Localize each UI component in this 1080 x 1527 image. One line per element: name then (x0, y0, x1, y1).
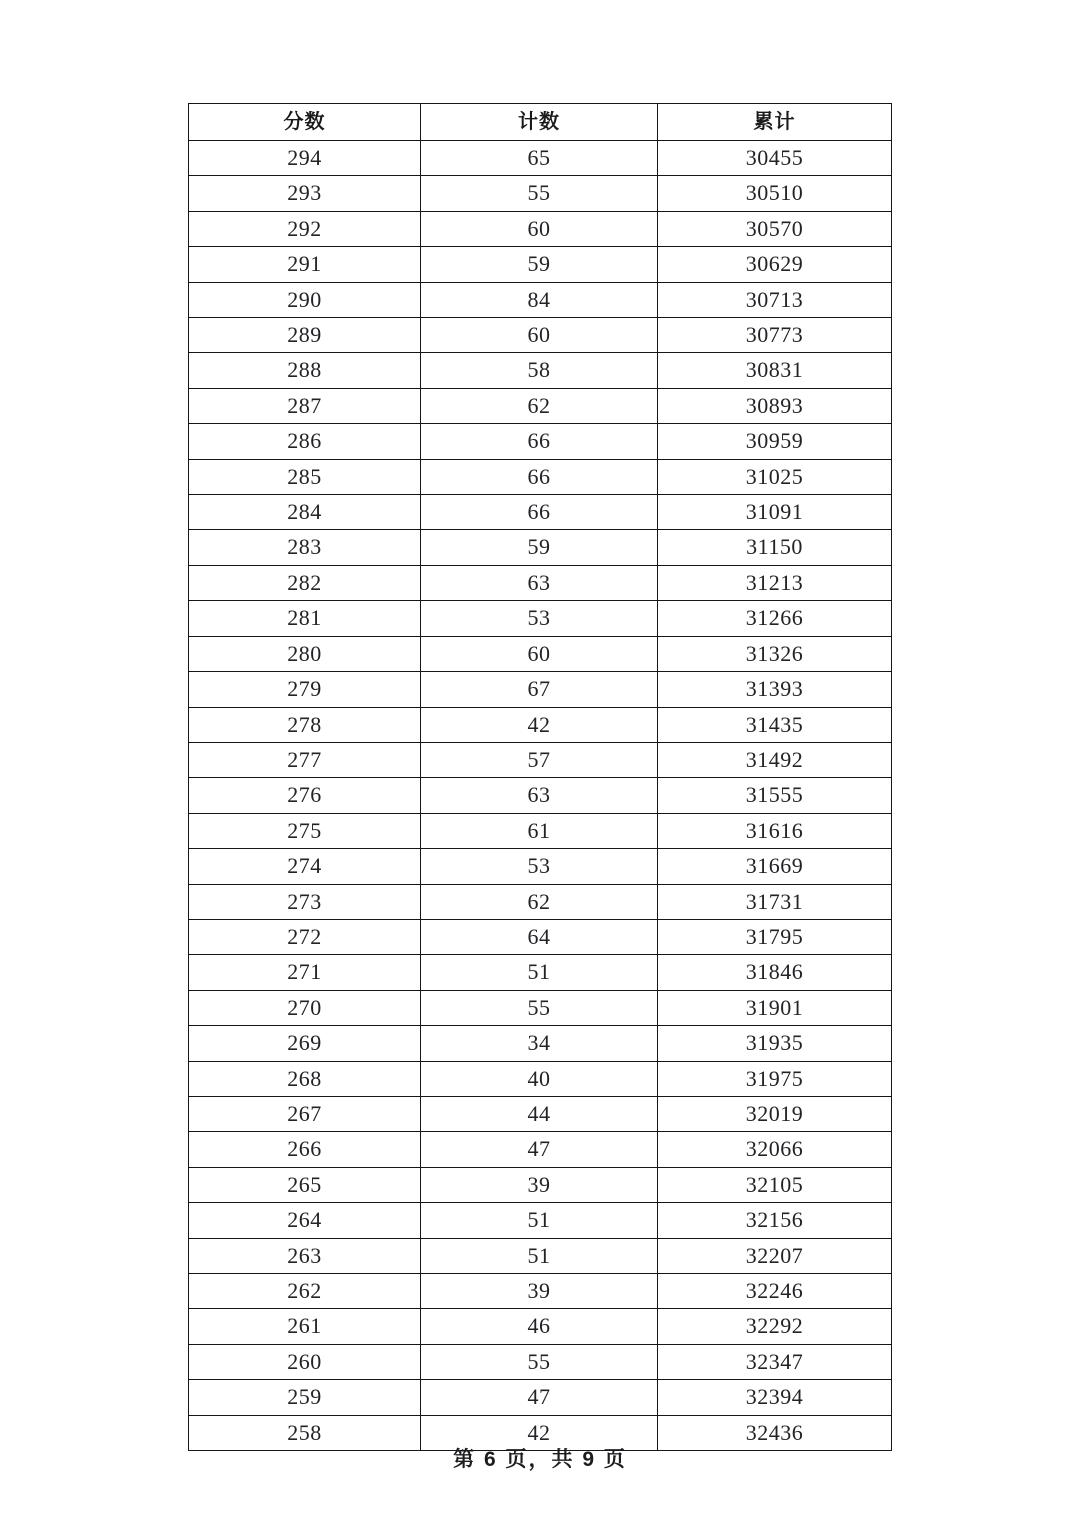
cell-score: 279 (189, 672, 421, 707)
cell-cumulative: 32394 (658, 1380, 892, 1415)
table-row (189, 636, 892, 671)
cell-count: 60 (421, 318, 658, 353)
table-row (189, 1238, 892, 1273)
cell-count: 51 (421, 1203, 658, 1238)
cell-count: 58 (421, 353, 658, 388)
table-row (189, 424, 892, 459)
cell-cumulative: 32246 (658, 1274, 892, 1309)
cell-score: 291 (189, 247, 421, 282)
cell-count: 65 (421, 141, 658, 176)
cell-score: 277 (189, 742, 421, 777)
cell-score: 290 (189, 282, 421, 317)
cell-score: 289 (189, 318, 421, 353)
page-footer: 第 6 页，共 9 页 (453, 1448, 627, 1471)
cell-count: 64 (421, 919, 658, 954)
cell-count: 67 (421, 672, 658, 707)
table-row (189, 1132, 892, 1167)
table-row (189, 1096, 892, 1131)
cell-count: 47 (421, 1132, 658, 1167)
table-row (189, 1203, 892, 1238)
cell-count: 51 (421, 1238, 658, 1273)
cell-score: 263 (189, 1238, 421, 1273)
column-header-score: 分数 (189, 104, 421, 141)
cell-score: 273 (189, 884, 421, 919)
cell-score: 271 (189, 955, 421, 990)
cell-cumulative: 31935 (658, 1026, 892, 1061)
cell-cumulative: 31393 (658, 672, 892, 707)
table-body (189, 141, 892, 1451)
table-row (189, 1167, 892, 1202)
cell-cumulative: 31669 (658, 849, 892, 884)
table-header (189, 104, 892, 141)
cell-cumulative: 31266 (658, 601, 892, 636)
cell-count: 60 (421, 211, 658, 246)
cell-cumulative: 30959 (658, 424, 892, 459)
cell-cumulative: 31025 (658, 459, 892, 494)
table-row (189, 459, 892, 494)
cell-score: 294 (189, 141, 421, 176)
cell-cumulative: 31616 (658, 813, 892, 848)
cell-score: 270 (189, 990, 421, 1025)
cell-count: 44 (421, 1096, 658, 1131)
cell-score: 272 (189, 919, 421, 954)
cell-cumulative: 31975 (658, 1061, 892, 1096)
cell-cumulative: 32436 (658, 1415, 892, 1450)
cell-score: 278 (189, 707, 421, 742)
cell-cumulative: 31213 (658, 565, 892, 600)
cell-count: 51 (421, 955, 658, 990)
cell-score: 264 (189, 1203, 421, 1238)
cell-score: 267 (189, 1096, 421, 1131)
cell-cumulative: 31150 (658, 530, 892, 565)
cell-count: 63 (421, 565, 658, 600)
table-row (189, 884, 892, 919)
cell-cumulative: 32347 (658, 1344, 892, 1379)
cell-score: 260 (189, 1344, 421, 1379)
cell-count: 39 (421, 1274, 658, 1309)
cell-count: 61 (421, 813, 658, 848)
cell-count: 42 (421, 1415, 658, 1450)
cell-cumulative: 30831 (658, 353, 892, 388)
table-row (189, 141, 892, 176)
cell-count: 62 (421, 884, 658, 919)
cell-count: 63 (421, 778, 658, 813)
cell-cumulative: 31846 (658, 955, 892, 990)
cell-cumulative: 30570 (658, 211, 892, 246)
cell-score: 258 (189, 1415, 421, 1450)
cell-score: 283 (189, 530, 421, 565)
score-distribution-table (188, 103, 892, 1451)
score-distribution-table-container (188, 103, 891, 1451)
cell-score: 288 (189, 353, 421, 388)
table-row (189, 1309, 892, 1344)
table-row (189, 211, 892, 246)
table-row (189, 601, 892, 636)
table-row (189, 1344, 892, 1379)
cell-score: 285 (189, 459, 421, 494)
cell-score: 275 (189, 813, 421, 848)
cell-count: 55 (421, 990, 658, 1025)
table-row (189, 495, 892, 530)
table-row (189, 282, 892, 317)
column-header-cumulative: 累计 (658, 104, 892, 141)
cell-cumulative: 30629 (658, 247, 892, 282)
cell-count: 55 (421, 1344, 658, 1379)
cell-score: 266 (189, 1132, 421, 1167)
cell-cumulative: 31091 (658, 495, 892, 530)
cell-cumulative: 30510 (658, 176, 892, 211)
table-row (189, 565, 892, 600)
cell-score: 259 (189, 1380, 421, 1415)
table-row (189, 849, 892, 884)
table-row (189, 1061, 892, 1096)
cell-cumulative: 31326 (658, 636, 892, 671)
cell-cumulative: 30773 (658, 318, 892, 353)
table-row (189, 1026, 892, 1061)
cell-score: 293 (189, 176, 421, 211)
cell-count: 34 (421, 1026, 658, 1061)
cell-count: 59 (421, 530, 658, 565)
cell-count: 42 (421, 707, 658, 742)
cell-cumulative: 32156 (658, 1203, 892, 1238)
table-row (189, 176, 892, 211)
cell-count: 62 (421, 388, 658, 423)
table-row (189, 742, 892, 777)
table-row (189, 955, 892, 990)
table-row (189, 672, 892, 707)
cell-count: 66 (421, 459, 658, 494)
cell-cumulative: 30713 (658, 282, 892, 317)
cell-count: 53 (421, 849, 658, 884)
cell-score: 286 (189, 424, 421, 459)
cell-score: 292 (189, 211, 421, 246)
cell-score: 280 (189, 636, 421, 671)
column-header-count: 计数 (421, 104, 658, 141)
table-row (189, 247, 892, 282)
cell-cumulative: 31555 (658, 778, 892, 813)
cell-count: 40 (421, 1061, 658, 1096)
cell-cumulative: 32292 (658, 1309, 892, 1344)
cell-count: 57 (421, 742, 658, 777)
table-row (189, 353, 892, 388)
cell-cumulative: 30893 (658, 388, 892, 423)
cell-count: 53 (421, 601, 658, 636)
cell-cumulative: 31795 (658, 919, 892, 954)
cell-count: 39 (421, 1167, 658, 1202)
cell-cumulative: 32066 (658, 1132, 892, 1167)
cell-score: 287 (189, 388, 421, 423)
cell-score: 284 (189, 495, 421, 530)
cell-score: 274 (189, 849, 421, 884)
cell-count: 46 (421, 1309, 658, 1344)
table-row (189, 318, 892, 353)
table-row (189, 1274, 892, 1309)
table-row (189, 813, 892, 848)
table-row (189, 388, 892, 423)
cell-score: 282 (189, 565, 421, 600)
cell-cumulative: 31492 (658, 742, 892, 777)
cell-cumulative: 32207 (658, 1238, 892, 1273)
cell-cumulative: 32019 (658, 1096, 892, 1131)
table-row (189, 990, 892, 1025)
cell-score: 281 (189, 601, 421, 636)
cell-cumulative: 31731 (658, 884, 892, 919)
cell-count: 55 (421, 176, 658, 211)
table-row (189, 530, 892, 565)
cell-score: 276 (189, 778, 421, 813)
cell-count: 66 (421, 495, 658, 530)
cell-cumulative: 32105 (658, 1167, 892, 1202)
cell-cumulative: 31901 (658, 990, 892, 1025)
cell-count: 59 (421, 247, 658, 282)
table-header-row (189, 104, 892, 141)
cell-score: 269 (189, 1026, 421, 1061)
cell-score: 265 (189, 1167, 421, 1202)
table-row (189, 778, 892, 813)
cell-count: 60 (421, 636, 658, 671)
cell-cumulative: 30455 (658, 141, 892, 176)
cell-score: 262 (189, 1274, 421, 1309)
table-row (189, 707, 892, 742)
cell-score: 268 (189, 1061, 421, 1096)
cell-count: 84 (421, 282, 658, 317)
cell-count: 47 (421, 1380, 658, 1415)
table-row (189, 1380, 892, 1415)
table-row (189, 919, 892, 954)
cell-cumulative: 31435 (658, 707, 892, 742)
cell-score: 261 (189, 1309, 421, 1344)
cell-count: 66 (421, 424, 658, 459)
